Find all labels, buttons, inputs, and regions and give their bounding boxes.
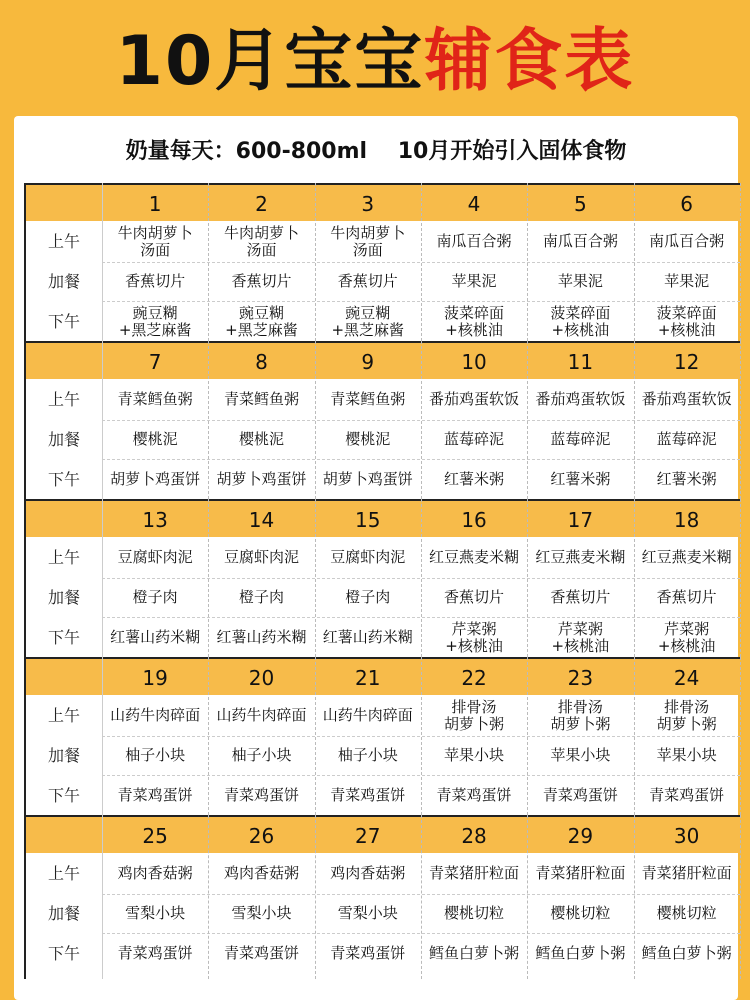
meal-cell: 樱桃切粒	[444, 904, 505, 922]
day-number: 26	[248, 824, 275, 848]
meal-time-label: 上午	[47, 390, 80, 409]
meal-cell: 青菜猪肝粒面	[641, 864, 732, 882]
page-title	[0, 12, 750, 112]
meal-cell: 青菜鸡蛋饼	[436, 786, 512, 804]
day-number: 27	[355, 824, 381, 848]
meal-cell: 红豆燕麦米糊	[641, 548, 732, 566]
meal-cell: 香蕉切片	[231, 272, 292, 290]
meal-cell: 鸡肉香菇粥	[117, 864, 193, 882]
column-divider	[315, 657, 316, 815]
day-number: 25	[142, 824, 168, 848]
day-number: 20	[248, 666, 275, 690]
meal-cell: 樱桃切粒	[656, 904, 717, 922]
column-divider	[315, 499, 316, 657]
meal-cell: 鳕鱼白萝卜粥	[641, 944, 732, 962]
meal-cell: 青菜鳕鱼粥	[117, 390, 193, 408]
meal-cell: 豆腐虾肉泥	[330, 548, 406, 566]
column-divider	[421, 183, 422, 341]
meal-cell: 菠菜碎面 +核桃油	[550, 303, 611, 339]
column-divider	[421, 815, 422, 979]
day-number: 3	[361, 192, 375, 216]
meal-cell: 红薯米粥	[656, 470, 717, 488]
meal-cell: 橙子肉	[132, 588, 178, 606]
meal-cell: 芹菜粥 +核桃油	[445, 619, 503, 655]
meal-cell: 胡萝卜鸡蛋饼	[216, 470, 307, 488]
day-number: 8	[255, 350, 268, 374]
meal-cell: 番茄鸡蛋软饭	[429, 390, 520, 408]
column-divider	[634, 183, 635, 341]
meal-cell: 排骨汤 胡萝卜粥	[444, 697, 505, 733]
column-divider	[315, 815, 316, 979]
week-block	[26, 183, 740, 341]
day-number: 15	[355, 508, 381, 532]
day-number: 11	[567, 350, 594, 374]
meal-cell: 苹果泥	[451, 272, 497, 290]
day-number: 12	[673, 350, 700, 374]
meal-cell: 豌豆糊 +黑芝麻酱	[331, 303, 405, 339]
meal-cell: 蓝莓碎泥	[444, 430, 505, 448]
column-divider	[527, 657, 528, 815]
meal-cell: 芹菜粥 +核桃油	[657, 619, 716, 655]
meal-cell: 红豆燕麦米糊	[535, 548, 626, 566]
meal-cell: 樱桃泥	[345, 430, 391, 448]
day-number: 19	[142, 666, 168, 690]
column-divider	[315, 341, 316, 499]
day-number: 24	[673, 666, 700, 690]
day-number: 7	[148, 350, 162, 374]
meal-cell: 鸡肉香菇粥	[223, 864, 299, 882]
day-number: 29	[567, 824, 594, 848]
meal-cell: 蓝莓碎泥	[550, 430, 611, 448]
meal-cell: 山药牛肉碎面	[322, 706, 413, 724]
meal-cell: 青菜鳕鱼粥	[330, 390, 406, 408]
meal-cell: 青菜鸡蛋饼	[649, 786, 725, 804]
meal-time-label: 加餐	[47, 272, 80, 291]
meal-cell: 青菜鸡蛋饼	[117, 786, 193, 804]
day-number: 21	[355, 666, 381, 690]
column-divider	[102, 657, 103, 815]
meal-cell: 苹果小块	[656, 746, 717, 764]
column-divider	[527, 815, 528, 979]
column-divider	[102, 499, 103, 657]
column-divider	[421, 341, 422, 499]
meal-cell: 青菜鸡蛋饼	[223, 944, 299, 962]
meal-cell: 山药牛肉碎面	[110, 706, 201, 724]
day-number: 16	[461, 508, 487, 532]
column-divider	[740, 341, 741, 499]
week-block	[26, 657, 740, 815]
day-number: 14	[248, 508, 275, 532]
meal-cell: 蓝莓碎泥	[656, 430, 717, 448]
meal-cell: 红薯山药米糊	[322, 628, 413, 646]
meal-cell: 青菜鸡蛋饼	[542, 786, 618, 804]
meal-cell: 红豆燕麦米糊	[429, 548, 520, 566]
title-highlight: 辅食表	[424, 22, 635, 101]
meal-cell: 青菜鸡蛋饼	[223, 786, 299, 804]
week-block	[26, 499, 740, 657]
day-number: 30	[673, 824, 700, 848]
day-number: 2	[255, 192, 268, 216]
meal-cell: 排骨汤 胡萝卜粥	[656, 697, 717, 733]
column-divider	[634, 499, 635, 657]
day-number: 9	[361, 350, 375, 374]
meal-cell: 豌豆糊 +黑芝麻酱	[118, 303, 192, 339]
meal-cell: 青菜猪肝粒面	[535, 864, 626, 882]
day-number: 28	[461, 824, 487, 848]
meal-cell: 青菜鸡蛋饼	[330, 944, 406, 962]
day-number: 4	[467, 192, 481, 216]
meal-cell: 红薯米粥	[444, 470, 505, 488]
day-number: 1	[148, 192, 162, 216]
meal-cell: 南瓜百合粥	[436, 232, 512, 250]
meal-cell: 鳕鱼白萝卜粥	[429, 944, 520, 962]
column-divider	[315, 183, 316, 341]
meal-cell: 香蕉切片	[550, 588, 611, 606]
column-divider	[527, 341, 528, 499]
meal-cell: 菠菜碎面 +核桃油	[444, 303, 505, 339]
meal-cell: 柚子小块	[337, 746, 398, 764]
meal-time-label: 加餐	[47, 746, 80, 765]
meal-time-label: 上午	[47, 706, 80, 725]
meal-cell: 牛肉胡萝卜 汤面	[223, 223, 299, 259]
meal-cell: 番茄鸡蛋软饭	[641, 390, 732, 408]
meal-cell: 苹果小块	[444, 746, 505, 764]
week-block	[26, 815, 740, 979]
meal-cell: 红薯山药米糊	[216, 628, 307, 646]
column-divider	[102, 341, 103, 499]
meal-cell: 南瓜百合粥	[649, 232, 725, 250]
day-number: 5	[573, 192, 587, 216]
column-divider	[421, 657, 422, 815]
meal-cell: 番茄鸡蛋软饭	[535, 390, 626, 408]
meal-time-label: 上午	[47, 548, 80, 567]
meal-cell: 豆腐虾肉泥	[223, 548, 299, 566]
meal-cell: 香蕉切片	[337, 272, 398, 290]
meal-time-label: 上午	[47, 864, 80, 883]
meal-cell: 胡萝卜鸡蛋饼	[322, 470, 413, 488]
meal-time-label: 下午	[47, 312, 80, 331]
meal-cell: 苹果泥	[557, 272, 603, 290]
day-number: 22	[461, 666, 487, 690]
meal-time-label: 上午	[47, 232, 80, 251]
column-divider	[208, 341, 209, 499]
meal-cell: 樱桃切粒	[550, 904, 611, 922]
schedule-card	[14, 116, 738, 1000]
week-block	[26, 341, 740, 499]
day-number: 13	[142, 508, 168, 532]
meal-cell: 香蕉切片	[656, 588, 717, 606]
meal-cell: 青菜猪肝粒面	[429, 864, 520, 882]
meal-time-label: 加餐	[47, 588, 80, 607]
meal-cell: 橙子肉	[238, 588, 284, 606]
meal-time-label: 加餐	[47, 904, 80, 923]
meal-cell: 红薯山药米糊	[110, 628, 201, 646]
meal-cell: 豆腐虾肉泥	[117, 548, 193, 566]
day-number: 18	[673, 508, 700, 532]
column-divider	[421, 499, 422, 657]
meal-cell: 香蕉切片	[125, 272, 186, 290]
meal-cell: 牛肉胡萝卜 汤面	[330, 223, 406, 259]
meal-grid	[24, 183, 740, 979]
meal-time-label: 下午	[47, 786, 80, 805]
meal-cell: 鸡肉香菇粥	[330, 864, 406, 882]
meal-cell: 雪梨小块	[231, 904, 292, 922]
column-divider	[527, 499, 528, 657]
meal-cell: 豌豆糊 +黑芝麻酱	[225, 303, 298, 339]
meal-time-label: 下午	[47, 628, 80, 647]
meal-time-label: 下午	[47, 470, 80, 489]
column-divider	[634, 657, 635, 815]
column-divider	[740, 657, 741, 815]
meal-cell: 青菜鸡蛋饼	[117, 944, 193, 962]
meal-cell: 樱桃泥	[238, 430, 284, 448]
column-divider	[208, 183, 209, 341]
column-divider	[527, 183, 528, 341]
column-divider	[208, 499, 209, 657]
meal-cell: 鳕鱼白萝卜粥	[535, 944, 626, 962]
day-number: 17	[567, 508, 594, 532]
column-divider	[208, 657, 209, 815]
meal-cell: 橙子肉	[345, 588, 391, 606]
meal-cell: 柚子小块	[125, 746, 186, 764]
column-divider	[740, 183, 741, 341]
column-divider	[634, 815, 635, 979]
meal-cell: 菠菜碎面 +核桃油	[656, 303, 717, 339]
meal-cell: 雪梨小块	[337, 904, 398, 922]
column-divider	[102, 815, 103, 979]
day-number: 10	[461, 350, 487, 374]
column-divider	[634, 341, 635, 499]
meal-cell: 苹果泥	[664, 272, 710, 290]
meal-cell: 苹果小块	[550, 746, 611, 764]
column-divider	[740, 815, 741, 979]
meal-cell: 柚子小块	[231, 746, 292, 764]
meal-cell: 红薯米粥	[550, 470, 611, 488]
meal-cell: 樱桃泥	[132, 430, 178, 448]
meal-cell: 牛肉胡萝卜 汤面	[117, 223, 193, 259]
meal-cell: 青菜鳕鱼粥	[223, 390, 299, 408]
meal-cell: 芹菜粥 +核桃油	[551, 619, 610, 655]
meal-cell: 南瓜百合粥	[542, 232, 618, 250]
meal-cell: 排骨汤 胡萝卜粥	[550, 697, 611, 733]
column-divider	[208, 815, 209, 979]
milk-intake-subtitle: 奶量每天：600-800ml 10月开始引入固体食物	[125, 139, 627, 164]
day-number: 6	[680, 192, 694, 216]
meal-cell: 香蕉切片	[444, 588, 505, 606]
day-number: 23	[567, 666, 594, 690]
column-divider	[102, 183, 103, 341]
meal-time-label: 下午	[47, 944, 80, 963]
column-divider	[740, 499, 741, 657]
meal-time-label: 加餐	[47, 430, 80, 449]
title-main: 10月宝宝	[115, 22, 425, 101]
meal-cell: 雪梨小块	[125, 904, 186, 922]
meal-cell: 山药牛肉碎面	[216, 706, 307, 724]
meal-cell: 胡萝卜鸡蛋饼	[110, 470, 201, 488]
meal-cell: 青菜鸡蛋饼	[330, 786, 406, 804]
